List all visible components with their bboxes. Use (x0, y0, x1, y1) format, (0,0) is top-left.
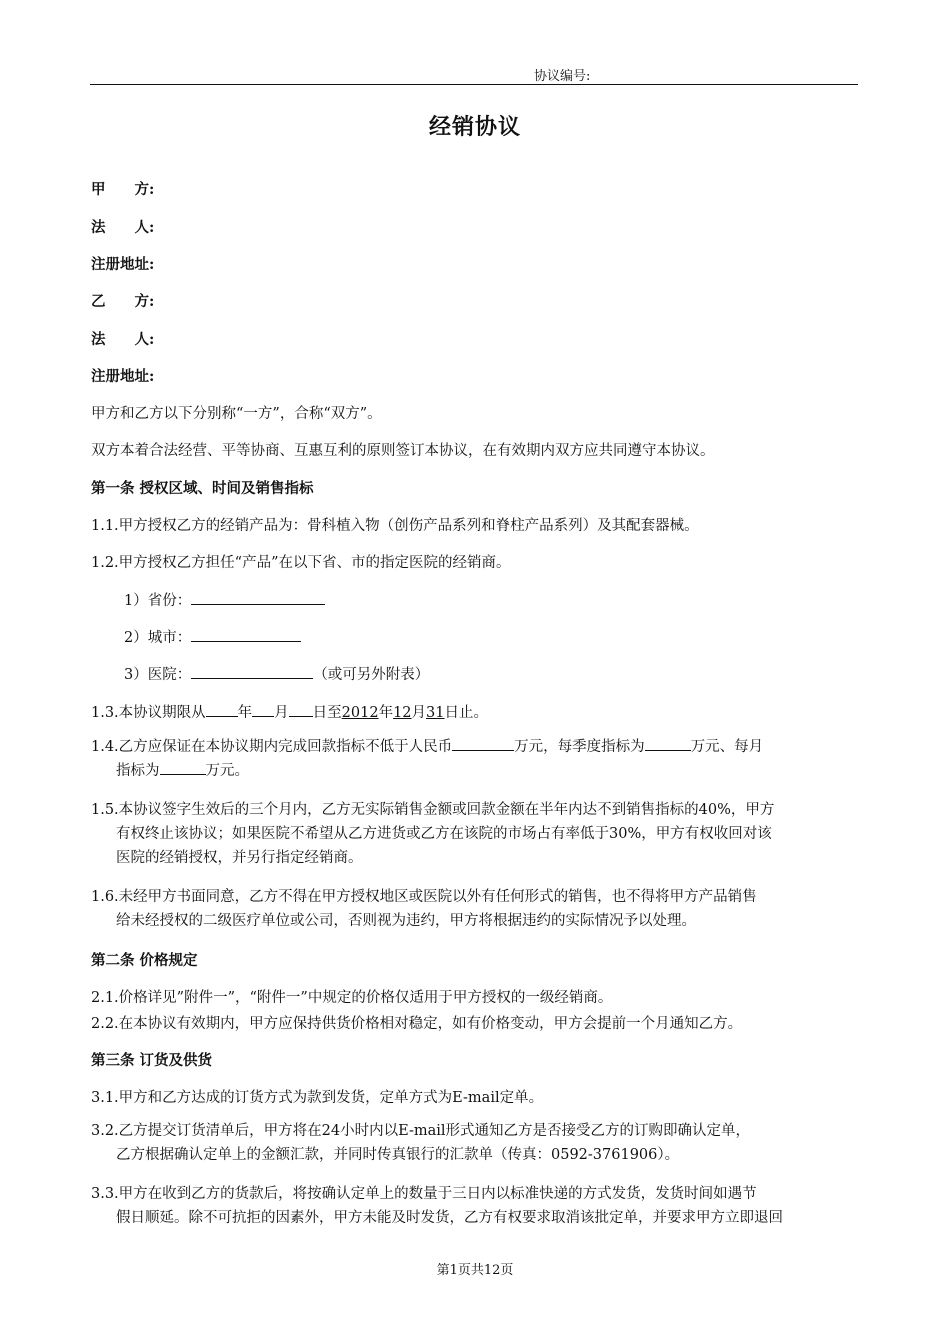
clause-1-3-prefix: 1.3.本协议期限从 (91, 705, 206, 721)
monthly-target-blank[interactable] (160, 760, 206, 775)
party-b-legal-label: 法 人: (91, 331, 155, 348)
clause-3-1: 3.1.甲方和乙方达成的订货方式为款到发货，定单方式为E-mail定单。 (91, 1090, 544, 1106)
article-3-heading: 第三条 订货及供货 (91, 1052, 213, 1069)
clause-3-2-line-2: 乙方根据确认定单上的金额汇款，并同时传真银行的汇款单（传真：0592-3761906）。 (116, 1147, 680, 1163)
clause-1-2: 1.2.甲方授权乙方担任“产品”在以下省、市的指定医院的经销商。 (91, 555, 511, 571)
start-month-blank[interactable] (252, 702, 274, 717)
hospital-label: 3）医院： (124, 667, 192, 683)
end-year-label: 年 (378, 705, 394, 721)
article-2-heading: 第二条 价格规定 (91, 952, 198, 969)
clause-3-3 (91, 1182, 861, 1230)
clause-3-3-line-1: 3.3.甲方在收到乙方的货款后，将按确认定单上的数量于三日内以标准快递的方式发货，发货时间如遇节 (91, 1186, 757, 1202)
hospital-row (124, 663, 429, 684)
clause-1-4-line2-suffix: 万元。 (205, 763, 249, 779)
end-month-label: 月 (411, 705, 427, 721)
year-label: 年 (237, 705, 253, 721)
clause-1-5-line-2: 有权终止该协议；如果医院不希望从乙方进货或乙方在该院的市场占有率低于30%，甲方有权收回对该 (116, 826, 772, 842)
city-blank[interactable] (191, 627, 301, 642)
end-day: 31 (426, 705, 445, 721)
document-title: 经销协议 (428, 114, 521, 140)
clause-1-4-prefix: 1.4.乙方应保证在本协议期内完成回款指标不低于人民币 (91, 739, 453, 755)
intro-line-2: 双方本着合法经营、平等协商、互惠互利的原则签订本协议，在有效期内双方应共同遵守本协议。 (91, 443, 715, 459)
quarterly-target-blank[interactable] (645, 736, 691, 751)
clause-1-4-mid2: 万元、每月 (690, 739, 764, 755)
agreement-number-label: 协议编号: (534, 69, 591, 84)
clause-1-1: 1.1.甲方授权乙方的经销产品为：骨科植入物（创伤产品系列和脊柱产品系列）及其配套器械。 (91, 518, 699, 534)
party-b-label: 乙 方: (91, 293, 155, 310)
city-row (124, 626, 301, 647)
end-year: 2012 (341, 705, 379, 721)
clause-1-3-suffix: 日止。 (444, 705, 488, 721)
intro-line-1: 甲方和乙方以下分别称“一方”，合称“双方”。 (91, 406, 382, 422)
party-a-address-label: 注册地址: (91, 256, 155, 273)
clause-1-4 (91, 735, 861, 783)
clause-1-3 (91, 701, 488, 722)
clause-2-1: 2.1.价格详见”附件一”，“附件一”中规定的价格仅适用于甲方授权的一级经销商。 (91, 990, 613, 1006)
page-header (90, 62, 858, 85)
clause-1-5-line-1: 1.5.本协议签字生效后的三个月内，乙方无实际销售金额或回款金额在半年内达不到销售指标的40%，甲方 (91, 802, 775, 818)
party-b-address-label: 注册地址: (91, 368, 155, 385)
article-1-heading: 第一条 授权区域、时间及销售指标 (91, 480, 314, 497)
page-number: 第1页共12页 (436, 1263, 514, 1278)
city-label: 2）城市： (124, 630, 192, 646)
province-label: 1）省份： (124, 593, 192, 609)
clause-3-3-line-2: 假日顺延。除不可抗拒的因素外，甲方未能及时发货，乙方有权要求取消该批定单，并要求甲方立即退回 (116, 1210, 783, 1226)
start-day-blank[interactable] (289, 702, 313, 717)
hospital-blank[interactable] (191, 664, 313, 679)
clause-1-4-line2-prefix: 指标为 (116, 763, 160, 779)
clause-3-2 (91, 1119, 861, 1167)
clause-1-4-mid1: 万元，每季度指标为 (514, 739, 645, 755)
total-target-blank[interactable] (452, 736, 514, 751)
clause-2-2: 2.2.在本协议有效期内，甲方应保持供货价格相对稳定，如有价格变动，甲方会提前一个月通知乙方。 (91, 1016, 743, 1032)
month-label: 月 (274, 705, 289, 721)
province-blank[interactable] (191, 590, 325, 605)
end-month: 12 (393, 705, 412, 721)
clause-1-6 (91, 885, 861, 933)
day-to-label: 日至 (312, 705, 342, 721)
clause-1-6-line-1: 1.6.未经甲方书面同意，乙方不得在甲方授权地区或医院以外有任何形式的销售，也不得将甲方产品销售 (91, 889, 757, 905)
party-a-label: 甲 方: (91, 181, 155, 198)
party-a-legal-label: 法 人: (91, 219, 155, 236)
start-year-blank[interactable] (206, 702, 238, 717)
clause-1-5-line-3: 医院的经销授权，并另行指定经销商。 (116, 850, 363, 866)
clause-1-5 (91, 798, 861, 870)
hospital-note: （或可另外附表） (313, 667, 430, 683)
clause-3-2-line-1: 3.2.乙方提交订货清单后，甲方将在24小时内以E-mail形式通知乙方是否接受乙方的订购即确认定单， (91, 1123, 751, 1139)
province-row (124, 589, 325, 610)
clause-1-6-line-2: 给未经授权的二级医疗单位或公司，否则视为违约，甲方将根据违约的实际情况予以处理。 (116, 913, 696, 929)
